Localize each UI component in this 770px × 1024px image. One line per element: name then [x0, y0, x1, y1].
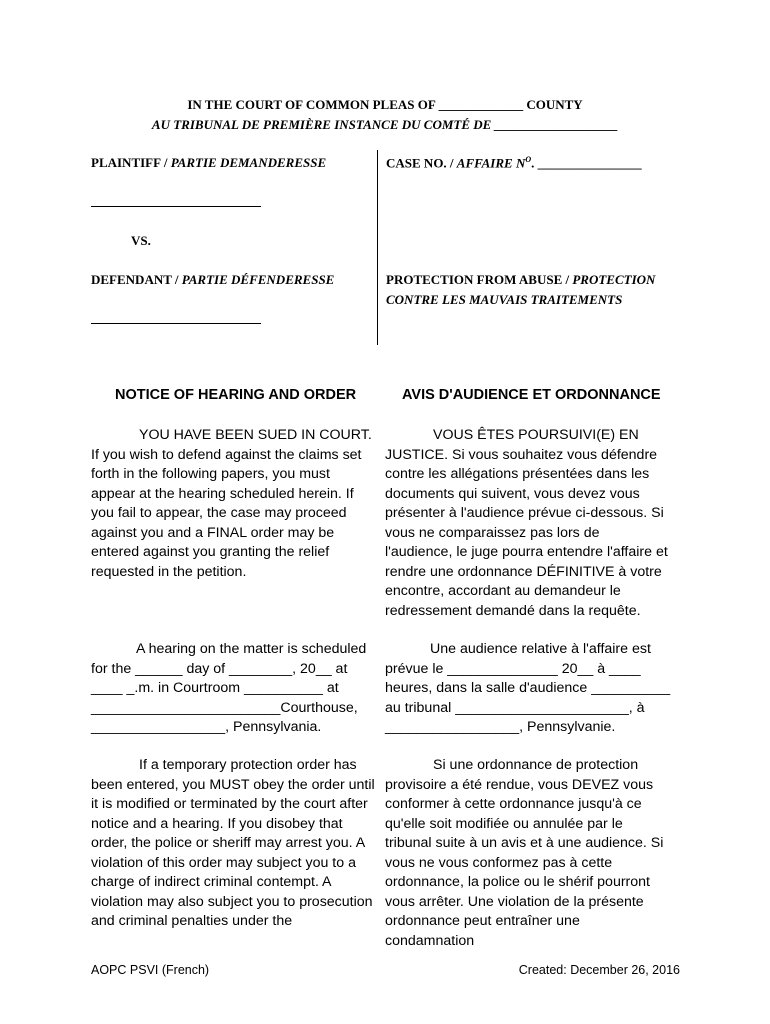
- english-hearing-block: [91, 640, 381, 738]
- defendant-label: [91, 272, 334, 288]
- protection-label-fr: PROTECTION: [572, 272, 656, 287]
- french-paragraph-3: Si une ordonnance de protection provisoire a été rendue, vous DEVEZ vous conformer à cette ordonnance jusqu'à ce qu'elle soit modifiée ou annulée par le tribunal suite à un avis et à une audience. Si vous ne vous conformez pas à cette ordonnance, la police ou le shérif pourront vous arrêter. Une violation de la présente ordonnance peut entraîner une condamnation: [385, 757, 664, 949]
- court-heading-fr: AU TRIBUNAL DE PREMIÈRE INSTANCE DU COMTÉ DE ___________________: [151, 117, 619, 132]
- french-column: [385, 426, 670, 621]
- plaintiff-name-line: [91, 206, 261, 207]
- case-number-label-en: CASE NO. /: [386, 155, 457, 171]
- protection-label: [386, 272, 655, 288]
- caption-divider: [377, 150, 378, 345]
- french-hearing-line-3: heures, dans la salle d'audience __________: [385, 680, 671, 696]
- french-hearing-block: [385, 640, 675, 738]
- french-hearing-line-2: prévue le ______________ 20__ à ____: [385, 660, 641, 677]
- english-hearing-line-3: ____ _.m. in Courtroom __________ at: [91, 680, 339, 696]
- defendant-label-fr: PARTIE DÉFENDERESSE: [181, 272, 335, 287]
- plaintiff-label: [91, 155, 326, 171]
- english-title: NOTICE OF HEARING AND ORDER: [115, 387, 357, 403]
- case-number-label: [386, 155, 642, 171]
- french-hearing-line-1: Une audience relative à l'affaire est: [430, 641, 651, 657]
- french-hearing-line-4: au tribunal ______________________, à: [385, 699, 645, 716]
- french-paragraph-3-block: [385, 756, 671, 951]
- case-number-blank: . ________________: [531, 155, 642, 171]
- english-paragraph-3-block: [91, 756, 377, 932]
- court-heading: IN THE COURT OF COMMON PLEAS OF _____________ COUNTY: [187, 97, 583, 112]
- footer-form-id: AOPC PSVI (French): [91, 963, 210, 977]
- case-number-sup: O: [525, 155, 532, 164]
- french-title: AVIS D'AUDIENCE ET ORDONNANCE: [402, 387, 661, 403]
- english-column: [91, 426, 378, 582]
- footer-created-date: Created: December 26, 2016: [518, 963, 680, 977]
- french-paragraph-1: VOUS ÊTES POURSUIVI(E) EN JUSTICE. Si vous souhaitez vous défendre contre les allégations présentées dans les documents qui suivent, vous devez vous présenter à l'audience prévue ci-dessous. Si vous ne comparaissez pas lors de l'audience, le juge pourra entendre l'affaire et rendre une ordonnance DÉFINITIVE à votre encontre, accordant au demandeur le redressement demandé dans la requête.: [385, 427, 668, 619]
- english-hearing-line-2: for the ______ day of ________, 20__ at: [91, 660, 348, 677]
- french-hearing-line-5: _________________, Pennsylvanie.: [385, 719, 616, 735]
- versus-label: VS.: [131, 233, 151, 248]
- protection-label-fr-line2: CONTRE LES MAUVAIS TRAITEMENTS: [386, 292, 623, 307]
- plaintiff-label-en: PLAINTIFF /: [91, 155, 171, 170]
- case-number-label-fr: AFFAIRE N: [456, 155, 526, 171]
- defendant-label-en: DEFENDANT /: [91, 272, 182, 287]
- plaintiff-label-fr: PARTIE DEMANDERESSE: [170, 155, 327, 170]
- english-paragraph-1: YOU HAVE BEEN SUED IN COURT. If you wish to defend against the claims set forth in the following papers, you must appear at the hearing scheduled herein. If you fail to appear, the case may proceed against you and a FINAL order may be entered against you granting the relief requested in the petition.: [91, 427, 372, 580]
- english-hearing-line-5: _________________, Pennsylvania.: [91, 719, 322, 735]
- defendant-name-line: [91, 323, 261, 324]
- english-hearing-line-1: A hearing on the matter is scheduled: [136, 641, 367, 657]
- english-paragraph-3: If a temporary protection order has been entered, you MUST obey the order until it is modified or terminated by the court after notice and a hearing. If you disobey that order, the police or sheriff may arrest you. A violation of this order may subject you to a charge of indirect criminal contempt. A violation may also subject you to prosecution and criminal penalties under the: [91, 757, 375, 929]
- english-hearing-line-4: ________________________Courthouse,: [91, 699, 358, 716]
- protection-label-en: PROTECTION FROM ABUSE /: [386, 272, 573, 287]
